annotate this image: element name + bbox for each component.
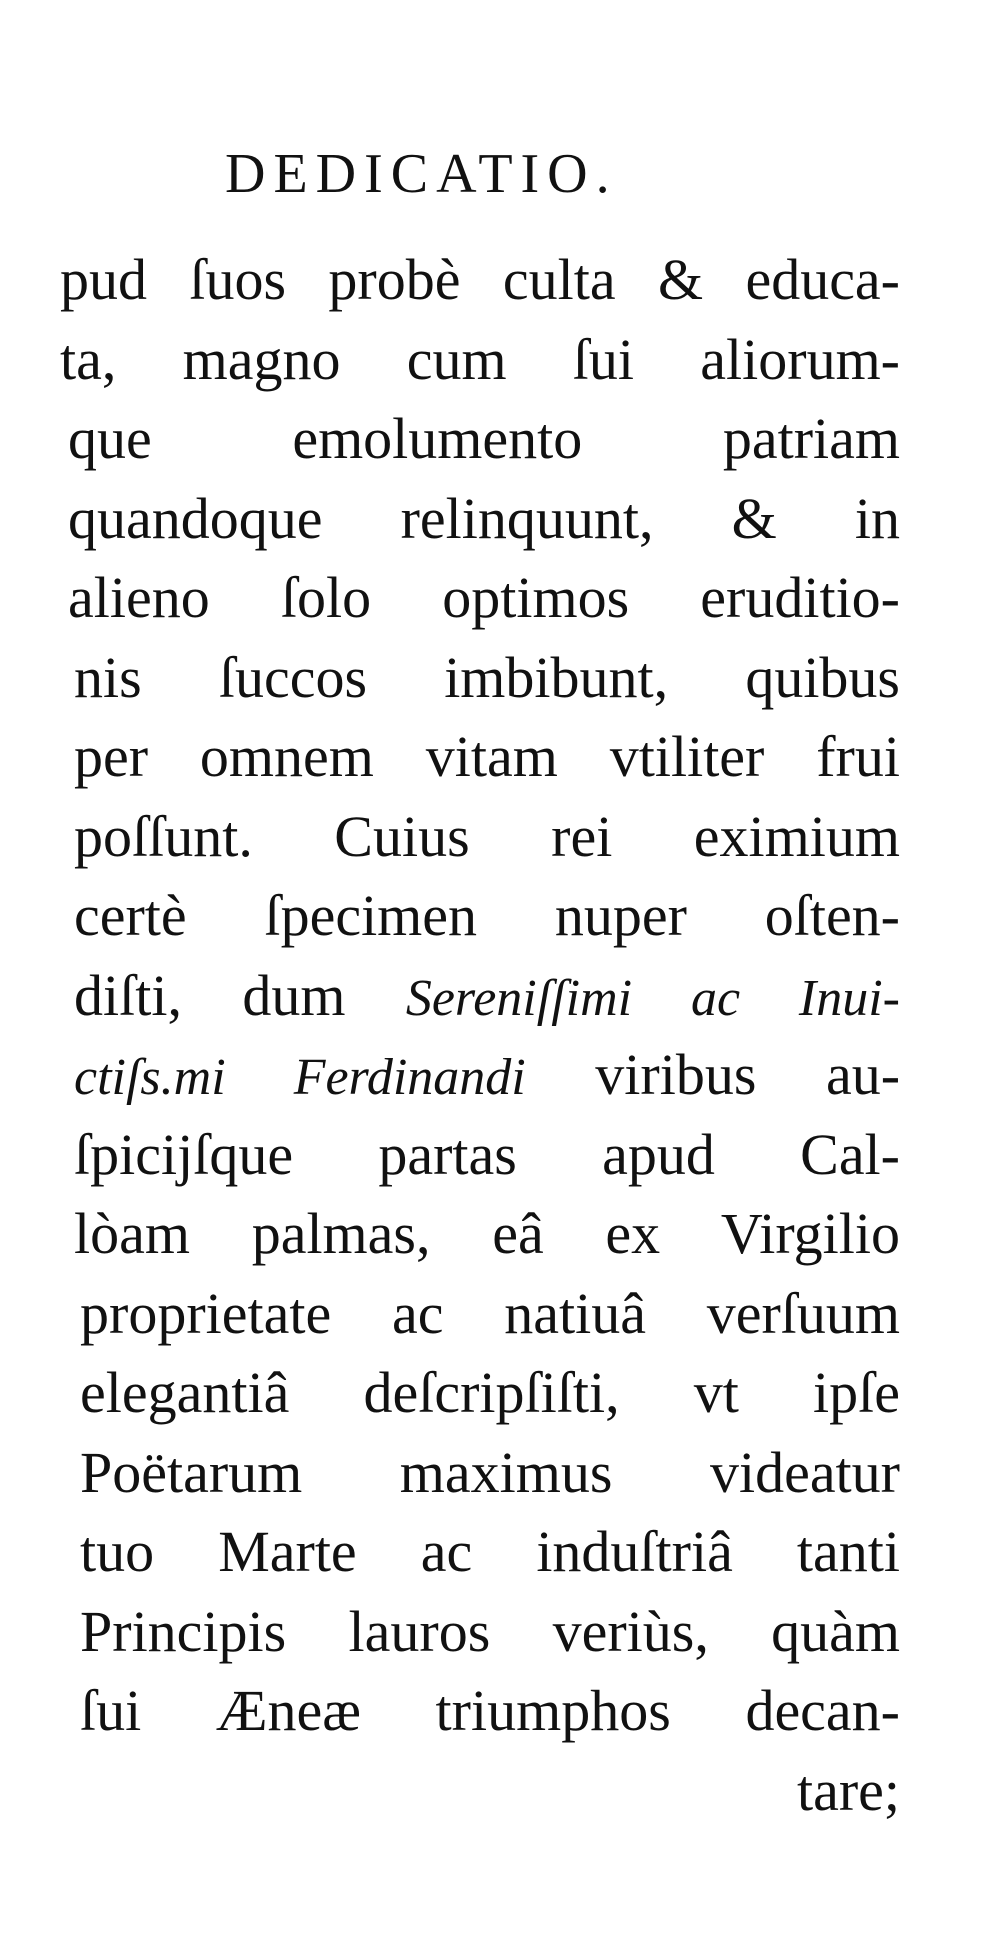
text-line: pud ſuos probè culta & educa-	[60, 247, 900, 312]
italic-name: ctiſs.mi Ferdinandi	[74, 1049, 526, 1106]
text-line: poſſunt. Cuius rei eximium	[74, 803, 900, 869]
text-line: certè ſpecimen nuper oſten-	[74, 883, 900, 948]
text-line: ſpicijſque partas apud Cal-	[74, 1121, 900, 1187]
running-head: DEDICATIO.	[225, 143, 618, 205]
text-line: ta, magno cum ſui aliorum-	[60, 326, 900, 392]
text-line: proprietate ac natiuâ verſuum	[80, 1280, 900, 1346]
text-line: Principis lauros veriùs, quàm	[80, 1598, 900, 1664]
dedication-text	[60, 240, 900, 1830]
text-line: tuo Marte ac induſtriâ tanti	[80, 1519, 900, 1584]
text-line-with-italic	[74, 956, 900, 1036]
text-line: quandoque relinquunt, & in	[68, 485, 900, 551]
text-line: per omnem vitam vtiliter frui	[74, 724, 900, 789]
catchword: tare;	[796, 1757, 900, 1823]
text-line-with-italic	[74, 1035, 900, 1115]
text-line: ſui Æneæ triumphos decan-	[80, 1678, 900, 1743]
text-line: lòam palmas, eâ ex Virgilio	[74, 1201, 900, 1266]
text-line: Poëtarum maximus videatur	[80, 1439, 900, 1505]
text-line: que emolumento patriam	[68, 406, 900, 471]
text-line: alieno ſolo optimos eruditio-	[68, 565, 900, 630]
italic-name: Sereniſſimi ac Inui-	[405, 969, 900, 1027]
text-line: nis ſuccos imbibunt, quibus	[74, 644, 900, 710]
text-segment: diſti, dum	[74, 962, 346, 1028]
text-segment: viribus au-	[595, 1042, 901, 1107]
text-line: elegantiâ deſcripſiſti, vt ipſe	[80, 1360, 900, 1425]
